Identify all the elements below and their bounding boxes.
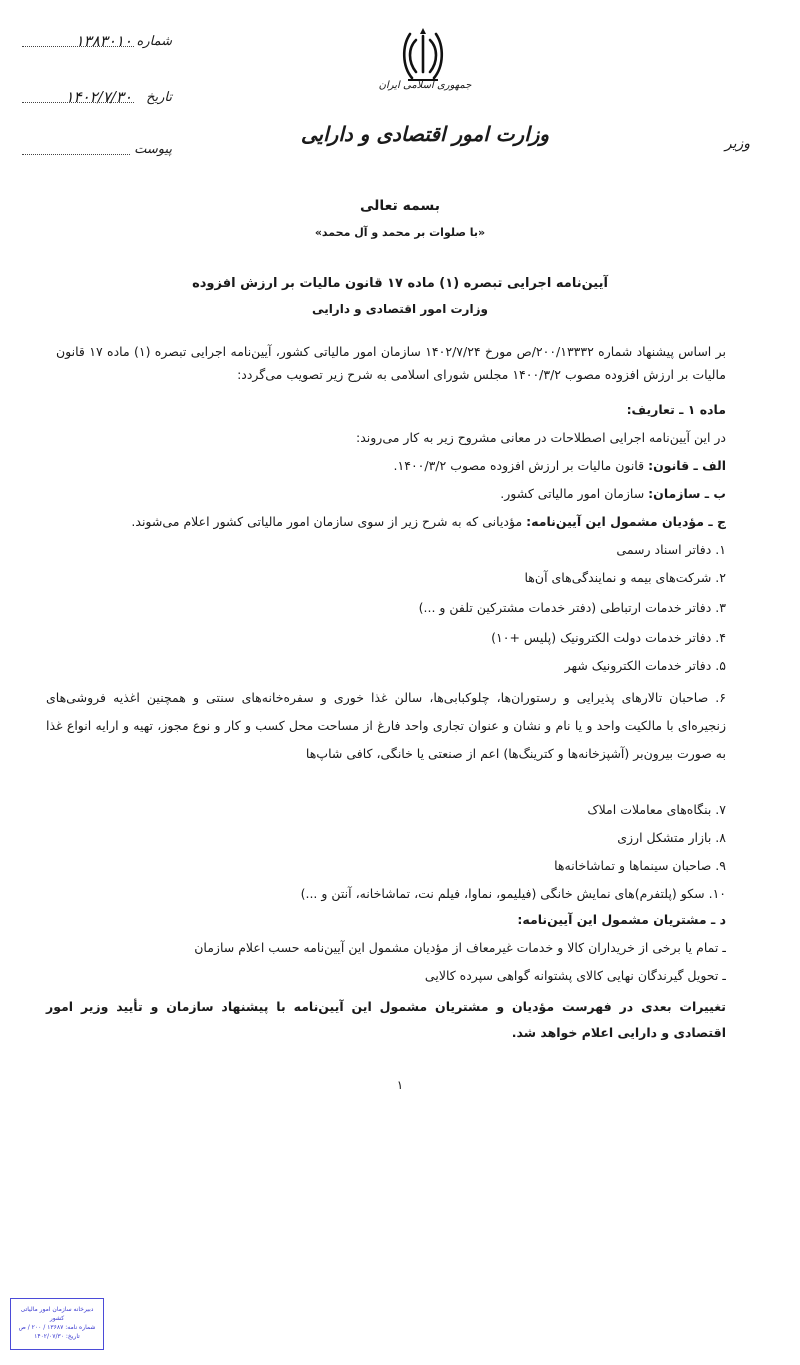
- definition-term: ب ـ سازمان:: [648, 486, 726, 501]
- letter-date: [22, 90, 172, 114]
- definition-text: سازمان امور مالیاتی کشور.: [500, 486, 649, 501]
- government-name: جمهوری اسلامی ایران: [378, 80, 472, 91]
- stamp-line: شماره نامه: ۱۳۶۸۷ / ۲۰۰ / ص: [18, 1324, 96, 1331]
- salawat: «با صلوات بر محمد و آل محمد»: [314, 226, 486, 239]
- letter-number-label: شماره: [136, 34, 172, 49]
- list-item: ۳. دفاتر خدمات ارتباطی (دفتر خدمات مشترکین تلفن و ...): [418, 600, 726, 615]
- list-item: ۷. بنگاه‌های معاملات املاک: [587, 802, 726, 817]
- list-item: ۹. صاحبان سینماها و تماشاخانه‌ها: [554, 858, 726, 873]
- definition-text: مؤدیانی که به شرح زیر از سوی سازمان امور مالیاتی کشور اعلام می‌شوند.: [131, 514, 527, 529]
- definition-text: قانون مالیات بر ارزش افزوده مصوب ۱۴۰۰/۳/۲.: [393, 458, 649, 473]
- list-item: ۸. بازار متشکل ارزی: [617, 830, 726, 845]
- list-item: ـ تحویل گیرندگان نهایی کالای پشتوانه گواهی سپرده کالایی: [424, 968, 726, 983]
- definition-term: ج ـ مؤدیان مشمول این آیین‌نامه:: [526, 514, 726, 529]
- customers-heading: د ـ مشتریان مشمول این آیین‌نامه:: [517, 912, 726, 927]
- bismillah: بسمه تعالی: [359, 198, 441, 214]
- dotted-line: [22, 46, 134, 47]
- letter-date-label: تاریخ: [146, 90, 172, 105]
- list-item: ۱۰. سکو (پلتفرم)های نمایش خانگی (فیلیمو، نماوا، فیلم نت، تماشاخانه، آنتن و ...): [300, 886, 726, 901]
- definition-taxpayers: [46, 512, 726, 532]
- article-intro: در این آیین‌نامه اجرایی اصطلاحات در معانی مشروح زیر به کار می‌روند:: [356, 430, 726, 445]
- letter-date-value: ۱۴۰۲/۷/۳۰: [65, 88, 132, 106]
- definition-organization: [46, 484, 726, 504]
- stamp-line: تاریخ: ۱۴۰۲/۰۷/۳۰: [34, 1333, 80, 1340]
- document-title: آیین‌نامه اجرایی تبصره (۱) ماده ۱۷ قانون مالیات بر ارزش افزوده: [192, 276, 608, 291]
- intro-paragraph: بر اساس پیشنهاد شماره ۲۰۰/۱۳۳۳۲/ص مورخ ۱۴۰۲/۷/۲۴ سازمان امور مالیاتی کشور، آیین‌نامه اجرایی تبصره (۱) ماده ۱۷ قانون مالیات بر ارزش افزوده مصوب ۱۴۰۰/۳/۲ مجلس شورای اسلامی به شرح زیر تصویب می‌گردد:: [56, 344, 726, 382]
- article-heading: ماده ۱ ـ تعاریف:: [626, 402, 726, 417]
- registry-stamp: [10, 1298, 104, 1350]
- stamp-line: دبیرخانه سازمان امور مالیاتی کشور: [20, 1306, 94, 1322]
- closing-paragraph: تغییرات بعدی در فهرست مؤدیان و مشتریان مشمول این آیین‌نامه با پیشنهاد سازمان و تأیید وزیر امور اقتصادی و دارایی اعلام خواهد شد.: [46, 999, 726, 1040]
- list-item: ۴. دفاتر خدمات دولت الکترونیک (پلیس +۱۰): [491, 630, 726, 645]
- dotted-line: [22, 102, 134, 103]
- dotted-line: [22, 154, 130, 155]
- ministry-name: وزارت امور اقتصادی و دارایی: [300, 122, 550, 146]
- page-number: ۱: [396, 1078, 404, 1092]
- list-item: ۱. دفاتر اسناد رسمی: [616, 542, 726, 557]
- definition-term: الف ـ قانون:: [648, 458, 726, 473]
- list-item: ۶. صاحبان تالارهای پذیرایی و رستوران‌ها، چلوکبابی‌ها، سالن غذا خوری و سفره‌خانه‌های سنتی و همچنین اغذیه فروشی‌های زنجیره‌ای با مالکیت واحد و یا نام و نشان و عنوان تجاری واحد فارغ از مساحت محل کسب و کار و نوع مجوز، تهیه و ارایه انواع غذا به صورت بیرون‌بر (آشپزخانه‌ها و کترینگ‌ها) اعم از صنعتی یا خانگی، کافی شاپ‌ها: [46, 690, 726, 761]
- letter-attachment-label: پیوست: [134, 142, 172, 157]
- letter-attachment: [22, 142, 172, 166]
- definition-law: [46, 456, 726, 476]
- minister-label: وزیر: [724, 136, 750, 152]
- letter-number: [22, 34, 172, 58]
- list-item: ۵. دفاتر خدمات الکترونیک شهر: [564, 658, 726, 673]
- list-item: ـ تمام یا برخی از خریداران کالا و خدمات غیرمعاف از مؤدیان مشمول این آیین‌نامه حسب اعلام سازمان: [194, 940, 726, 955]
- list-item: ۲. شرکت‌های بیمه و نمایندگی‌های آن‌ها: [524, 570, 726, 585]
- document-subtitle: وزارت امور اقتصادی و دارایی: [312, 302, 488, 316]
- iran-emblem-icon: [400, 28, 446, 86]
- letter-number-value: ۱۳۸۳۰۱۰: [75, 32, 132, 50]
